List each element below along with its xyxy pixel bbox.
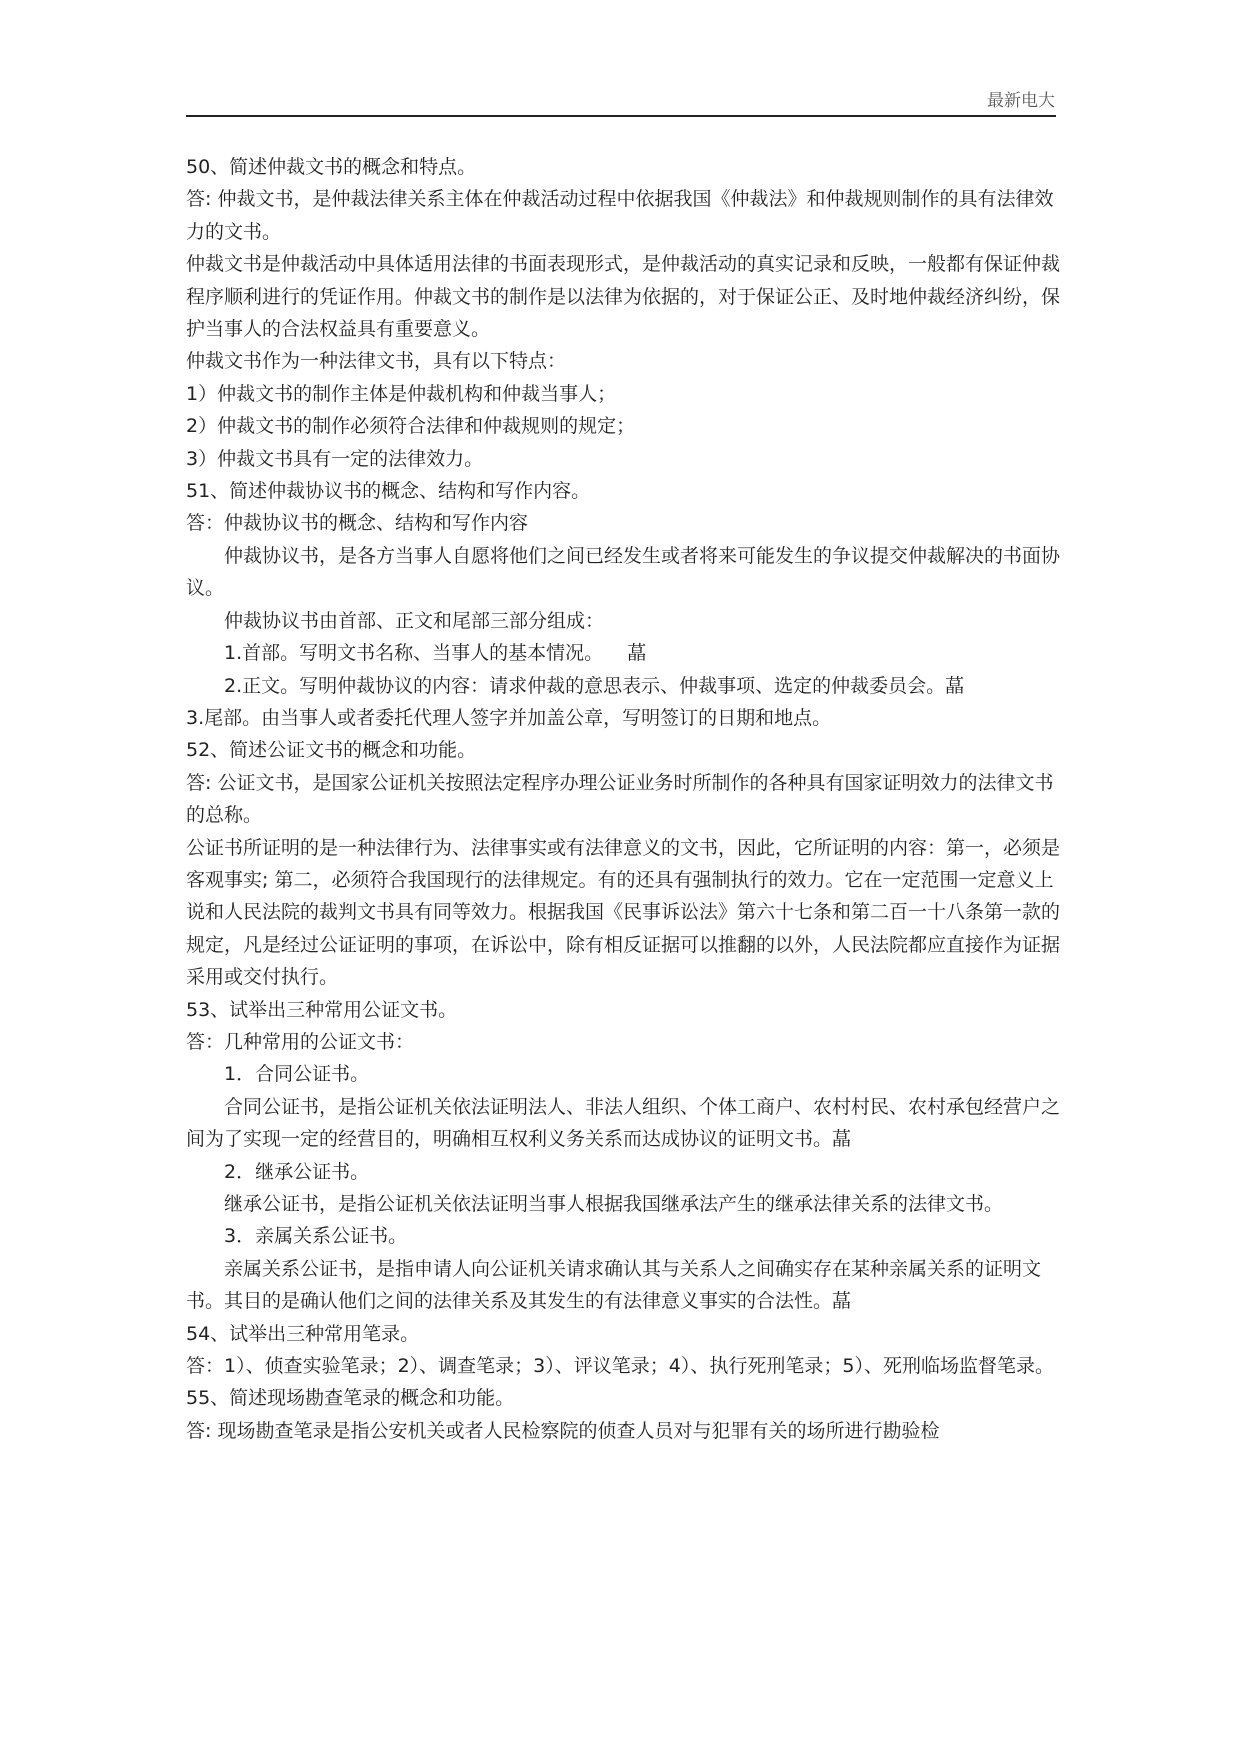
paragraph: 54、试举出三种常用笔录。	[186, 1322, 420, 1345]
paragraph: 答: 仲裁文书，是仲裁法律关系主体在仲裁活动过程中依据我国《仲裁法》和仲裁规则制作的具有法律效力的文书。	[186, 188, 1054, 243]
paragraph: 50、简述仲裁文书的概念和特点。	[186, 156, 477, 178]
paragraph: 3.尾部。由当事人或者委托代理人签字并加盖公章，写明签订的日期和地点。	[186, 706, 832, 729]
paragraph: 52、简述公证文书的概念和功能。	[186, 739, 477, 762]
paragraph: 55、简述现场勘查笔录的概念和功能。	[186, 1387, 515, 1410]
header-rule	[186, 115, 1056, 117]
document-body	[186, 151, 1072, 1447]
paragraph: 答：1）、侦查实验笔录；2）、调查笔录；3）、评议笔录；4）、执行死刑笔录；5）、死刑临场监督笔录。	[186, 1355, 1054, 1378]
paragraph: 继承公证书，是指公证机关依法证明当事人根据我国继承法产生的继承法律关系的法律文书。	[224, 1193, 1004, 1215]
paragraph: 仲裁协议书，是各方当事人自愿将他们之间已经发生或者将来可能发生的争议提交仲裁解决的书面协议。	[186, 544, 1061, 600]
paragraph: 答: 公证文书，是国家公证机关按照法定程序办理公证业务时所制作的各种具有国家证明效力的法律文书的总称。	[186, 771, 1054, 827]
paragraph: 1．合同公证书。	[224, 1063, 370, 1086]
paragraph: 53、试举出三种常用公证文书。	[186, 998, 458, 1021]
paragraph: 1）仲裁文书的制作主体是仲裁机构和仲裁当事人；	[186, 382, 617, 405]
paragraph: 2）仲裁文书的制作必须符合法律和仲裁规则的规定；	[186, 415, 636, 438]
paragraph: 答：仲裁协议书的概念、结构和写作内容	[186, 512, 529, 535]
paragraph: 51、简述仲裁协议书的概念、结构和写作内容。	[186, 480, 591, 503]
paragraph: 3）仲裁文书具有一定的法律效力。	[186, 447, 484, 470]
page-header: 最新电大	[987, 91, 1055, 111]
paragraph: 2.正文。写明仲裁协议的内容：请求仲裁的意思表示、仲裁事项、选定的仲裁委员会。蕌	[224, 674, 965, 697]
paragraph: 仲裁文书作为一种法律文书，具有以下特点：	[186, 350, 567, 373]
paragraph: 2．继承公证书。	[224, 1160, 370, 1183]
paragraph: 仲裁文书是仲裁活动中具体适用法律的书面表现形式，是仲裁活动的真实记录和反映，一般都有保证仲裁程序顺利进行的凭证作用。仲裁文书的制作是以法律为依据的，对于保证公正、及时地仲裁经济纠纷，保护当事人的合法权益具有重要意义。	[186, 253, 1061, 341]
paragraph: 1.首部。写明文书名称、当事人的基本情况。 蕌	[224, 642, 647, 665]
paragraph: 3．亲属关系公证书。	[224, 1225, 408, 1248]
paragraph: 答：几种常用的公证文书：	[186, 1030, 415, 1053]
paragraph: 亲属关系公证书，是指申请人向公证机关请求确认其与关系人之间确实存在某种亲属关系的证明文书。其目的是确认他们之间的法律关系及其发生的有法律意义事实的合法性。蕌	[186, 1257, 1042, 1313]
paragraph: 答: 现场勘查笔录是指公安机关或者人民检察院的侦查人员对与犯罪有关的场所进行勘验检	[186, 1419, 940, 1442]
paragraph: 公证书所证明的是一种法律行为、法律事实或有法律意义的文书，因此，它所证明的内容：第一，必须是客观事实; 第二，必须符合我国现行的法律规定。有的还具有强制执行的效力。它在一定范围一定意义上说和人民法院的裁判文书具有同等效力。根据我国《民事诉讼法》第六十七条和第二百一十八条第一款的规定，凡是经过公证证明的事项，在诉讼中，除有相反证据可以推翻的以外，人民法院都应直接作为证据采用或交付执行。	[186, 836, 1061, 989]
paragraph: 仲裁协议书由首部、正文和尾部三部分组成：	[224, 609, 605, 632]
paragraph: 合同公证书，是指公证机关依法证明法人、非法人组织、个体工商户、农村村民、农村承包经营户之间为了实现一定的经营目的，明确相互权利义务关系而达成协议的证明文书。蕌	[186, 1095, 1061, 1151]
